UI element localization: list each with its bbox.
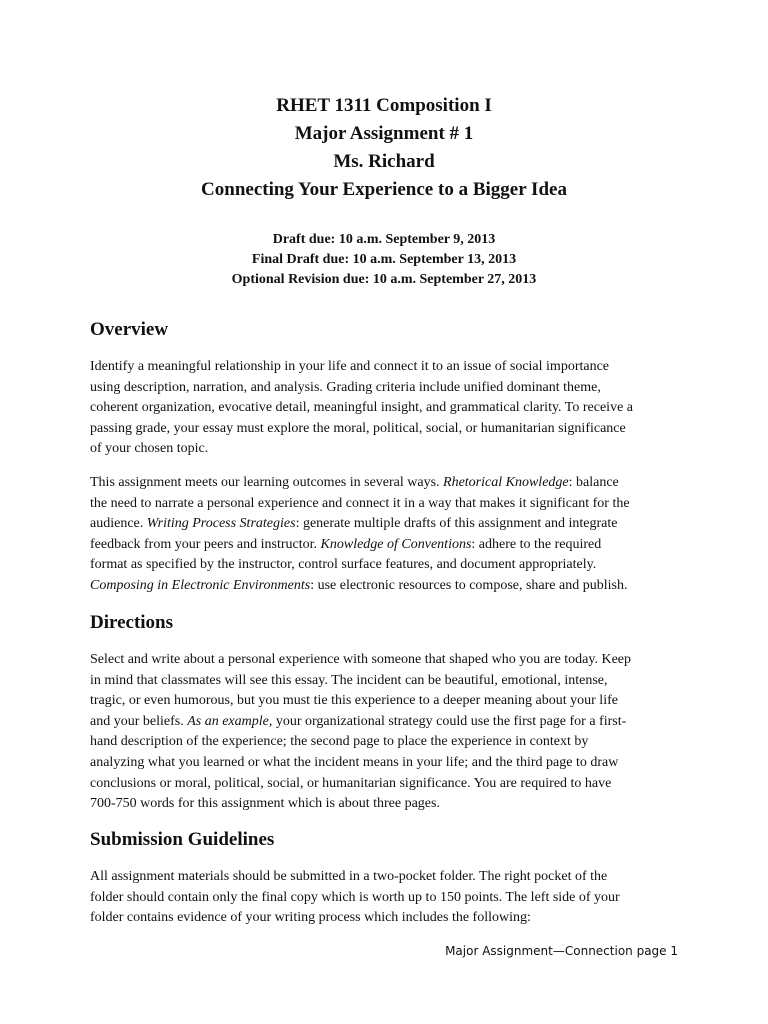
text-line: passing grade, your essay must explore the moral, political, social, or humanitarian significance <box>90 420 626 436</box>
directions-paragraph <box>90 650 690 815</box>
text-line: in mind that classmates will see this essay. The incident can be beautiful, emotional, intense, <box>90 672 608 688</box>
draft-due: Draft due: 10 a.m. September 9, 2013 <box>272 232 496 247</box>
assignment-number: Major Assignment # 1 <box>294 123 474 144</box>
example-phrase: As an example, <box>187 713 273 729</box>
text-line: feedback from your peers and instructor. Knowledge of Conventions: adhere to the required <box>90 536 602 552</box>
submission-heading: Submission Guidelines <box>90 829 275 850</box>
due-dates <box>0 230 768 290</box>
overview-heading: Overview <box>90 319 169 340</box>
text-line: hand description of the experience; the second page to place the experience in context by <box>90 734 589 750</box>
text-line: folder contains evidence of your writing process which includes the following: <box>90 910 531 926</box>
electronic-environments-term: Composing in Electronic Environments <box>90 577 311 593</box>
text-line: tragic, or even humorous, but you must tie this experience to a deeper meaning about your life <box>90 693 618 709</box>
text-line: All assignment materials should be submitted in a two-pocket folder. The right pocket of the <box>90 869 608 884</box>
instructor-name: Ms. Richard <box>333 151 435 172</box>
text-line: and your beliefs. As an example, your organizational strategy could use the first page for a first- <box>90 713 627 729</box>
course-title: RHET 1311 Composition I <box>276 95 492 116</box>
text-line: of your chosen topic. <box>90 441 209 457</box>
text-line: Select and write about a personal experience with someone that shaped who you are today. Keep <box>90 652 632 667</box>
assignment-topic: Connecting Your Experience to a Bigger Idea <box>201 179 567 200</box>
text-line: analyzing what you learned or what the incident means in your life; and the third page to draw <box>90 754 619 770</box>
overview-paragraph-1 <box>90 357 690 460</box>
text-line: folder should contain only the final copy which is worth up to 150 points. The left side of your <box>90 889 620 905</box>
text-line: 700-750 words for this assignment which is about three pages. <box>90 796 440 812</box>
rhetorical-knowledge-term: Rhetorical Knowledge <box>443 475 569 490</box>
text-line: audience. Writing Process Strategies: generate multiple drafts of this assignment and integrate <box>90 516 618 532</box>
text-line: coherent organization, evocative detail, meaningful insight, and grammatical clarity. To receive a <box>90 400 633 416</box>
knowledge-conventions-term: Knowledge of Conventions <box>320 536 472 552</box>
text-line: Composing in Electronic Environments: use electronic resources to compose, share and publish. <box>90 577 628 593</box>
revision-due: Optional Revision due: 10 a.m. September 27, 2013 <box>231 272 537 287</box>
text-line: the need to narrate a personal experience and connect it in a way that makes it significant for the <box>90 495 630 511</box>
overview-paragraph-2 <box>90 473 690 597</box>
final-draft-due: Final Draft due: 10 a.m. September 13, 2013 <box>251 252 517 267</box>
text-line: This assignment meets our learning outcomes in several ways. Rhetorical Knowledge: balance <box>90 475 619 490</box>
text-line: using description, narration, and analysis. Grading criteria include unified dominant theme, <box>90 379 601 395</box>
directions-heading: Directions <box>90 612 174 633</box>
text-line: Identify a meaningful relationship in your life and connect it to an issue of social importance <box>90 359 610 374</box>
title-block <box>0 92 768 204</box>
text-line: conclusions or moral, political, social, or humanitarian significance. You are required to have <box>90 775 612 791</box>
submission-paragraph <box>90 867 690 929</box>
page-footer: Major Assignment—Connection page 1 <box>445 944 678 958</box>
text-line: format as specified by the instructor, control surface features, and document appropriately. <box>90 557 597 573</box>
writing-process-term: Writing Process Strategies <box>146 516 296 532</box>
